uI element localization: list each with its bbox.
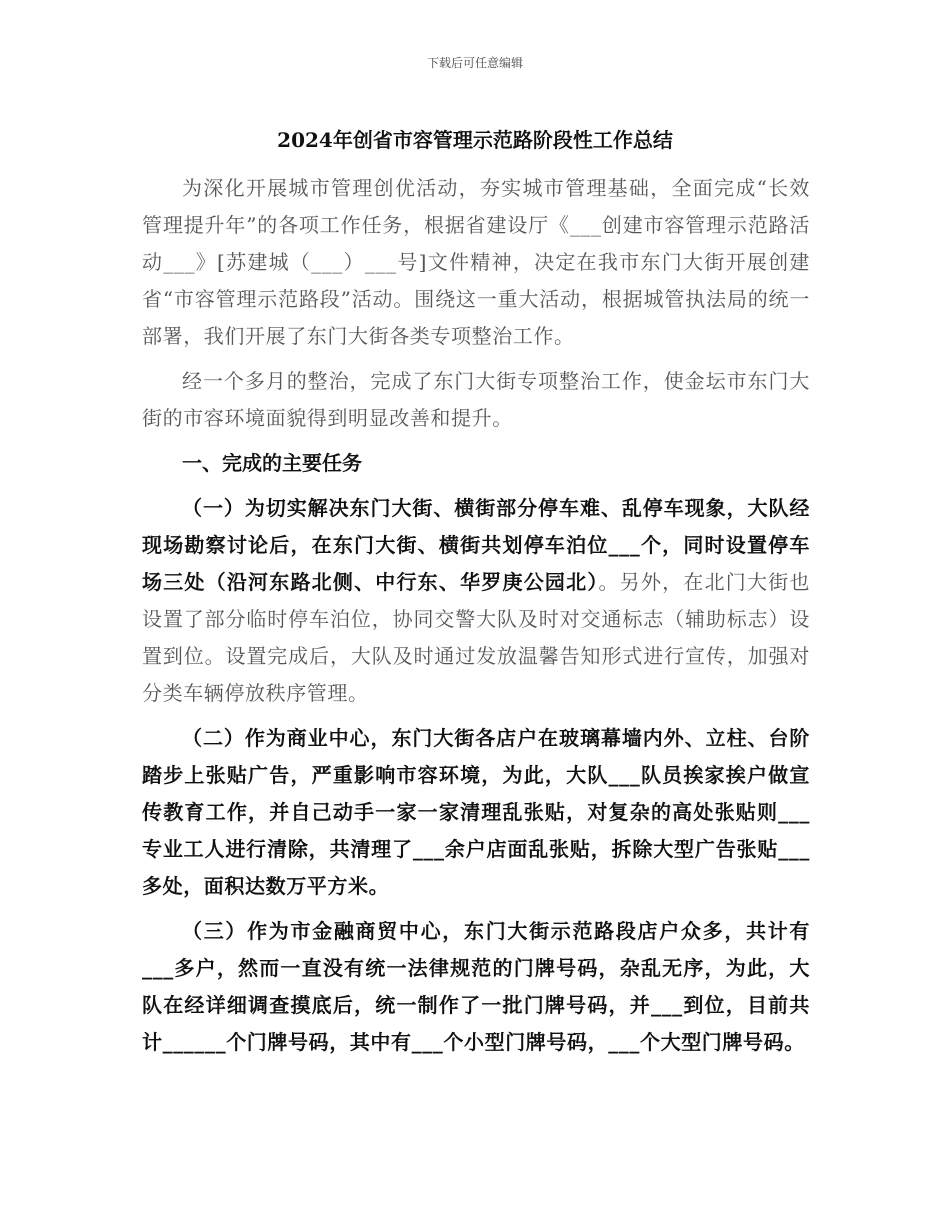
- page-header-note: 下载后可任意编辑: [426, 56, 523, 70]
- document-body: [142, 170, 810, 1061]
- paragraph-task-1: [142, 490, 810, 712]
- paragraph-task-2: （二）作为商业中心，东门大街各店户在玻璃幕墙内外、立柱、台阶踏步上张贴广告，严重影响市容环境，为此，大队___队员挨家挨户做宣传教育工作，并自己动手一家一家清理乱张贴，对复杂的高处张贴则___专业工人进行清除，共清理了___余户店面乱张贴，拆除大型广告张贴___多处，面积达数万平方米。: [142, 726, 810, 898]
- paragraph-intro: 为深化开展城市管理创优活动，夯实城市管理基础，全面完成“长效管理提升年”的各项工作任务，根据省建设厅《___创建市容管理示范路活动___》[苏建城（___）___号]文件精神，决定在我市东门大街开展创建省“市容管理示范路段”活动。围绕这一重大活动，根据城管执法局的统一部署，我们开展了东门大街各类专项整治工作。: [142, 176, 810, 348]
- task-1-normal-text: 。另外，在北门大街也设置了部分临时停车泊位，协同交警大队及时对交通标志（辅助标志）设置到位。设置完成后，大队及时通过发放温馨告知形式进行宣传，加强对分类车辆停放秩序管理。: [142, 570, 811, 705]
- paragraph-result: 经一个多月的整治，完成了东门大街专项整治工作，使金坛市东门大街的市容环境面貌得到明显改善和提升。: [142, 369, 810, 430]
- section-heading-main-tasks: 一、完成的主要任务: [182, 451, 362, 475]
- paragraph-task-3: （三）作为市金融商贸中心，东门大街示范路段店户众多，共计有___多户，然而一直没有统一法律规范的门牌号码，杂乱无序，为此，大队在经详细调查摸底后，统一制作了一批门牌号码，并___到位，目前共计______个门牌号码，其中有___个小型门牌号码，___个大型门牌号码。: [142, 919, 810, 1054]
- document-title: 2024年创省市容管理示范路阶段性工作总结: [277, 128, 673, 152]
- task-1-bold-text: （一）为切实解决东门大街、横街部分停车难、乱停车现象，大队经现场勘察讨论后，在东门大街、横街共划停车泊位___个，同时设置停车场三处（沿河东路北侧、中行东、华罗庚公园北）: [142, 496, 810, 594]
